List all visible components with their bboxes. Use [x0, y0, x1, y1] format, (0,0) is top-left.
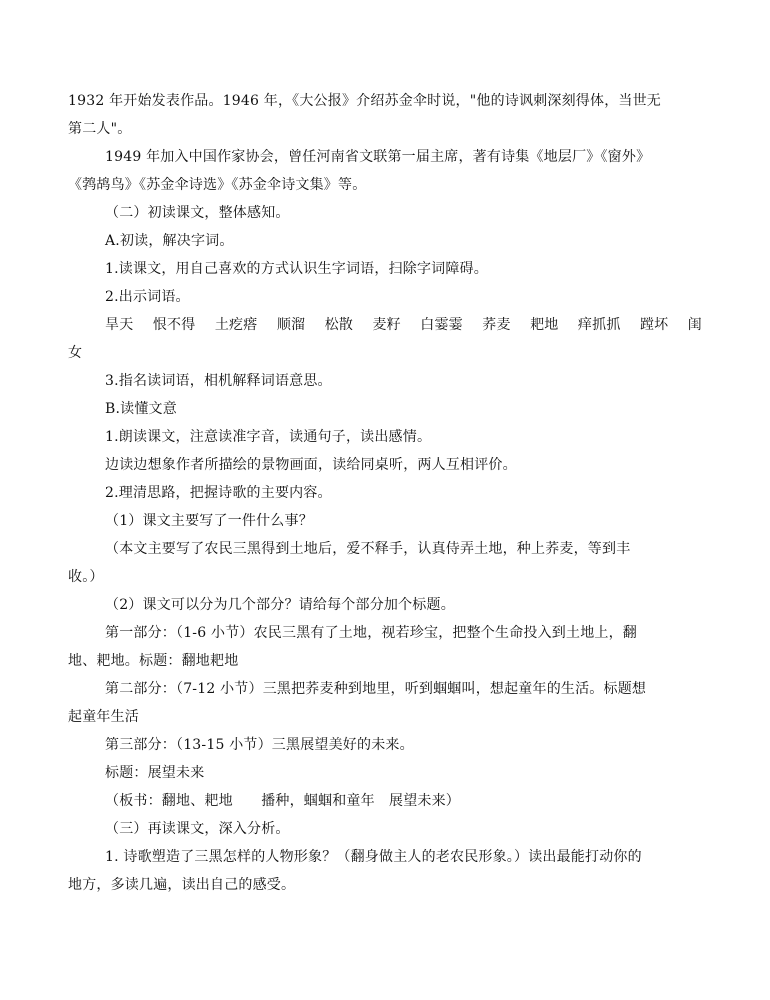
text-line: 地方，多读几遍，读出自己的感受。: [68, 877, 296, 893]
vocab-word: 白霎霎: [420, 317, 463, 333]
text-line: 1. 诗歌塑造了三黑怎样的人物形象？（翻身做主人的老农民形象。）读出最能打动你的: [105, 849, 642, 865]
text-line: 第二部分：（7-12 小节）三黑把荞麦种到地里，听到蝈蝈叫，想起童年的生活。标题想: [105, 681, 647, 697]
vocabulary-list: [68, 311, 702, 339]
document-page: [68, 87, 702, 899]
text-line: 第二人"。: [68, 121, 132, 137]
text-line: 第三部分：（13-15 小节）三黑展望美好的未来。: [105, 737, 414, 753]
text-line: 标题：展望未来: [105, 765, 205, 781]
vocab-word: 松散: [324, 317, 354, 333]
text-line: 1.读课文，用自己喜欢的方式认识生字词语，扫除字词障碍。: [105, 261, 488, 277]
text-line: 1932 年开始发表作品。1946 年，《大公报》介绍苏金伞时说，"他的诗讽刺深刻得体，当世无: [68, 93, 661, 109]
text-line: 第一部分：（1-6 小节）农民三黑有了土地，视若珍宝，把整个生命投入到土地上，翻: [105, 625, 637, 641]
text-line: 1949 年加入中国作家协会，曾任河南省文联第一届主席，著有诗集《地层厂》《窗外》: [105, 149, 651, 165]
section-heading: （三）再读课文，深入分析。: [105, 821, 290, 837]
text-line: 女: [68, 345, 83, 361]
vocab-word: 蹚坏: [639, 317, 669, 333]
vocab-word: 耙地: [530, 317, 559, 333]
vocab-word: 旱天: [105, 317, 134, 333]
question-line: （1）课文主要写了一件什么事？: [105, 513, 313, 529]
vocab-word: 恨不得: [152, 317, 196, 333]
text-line: 2.理清思路，把握诗歌的主要内容。: [105, 485, 332, 501]
vocab-word: 闺: [687, 317, 702, 333]
vocab-word: 土疙瘩: [214, 317, 258, 333]
answer-line: 收。）: [68, 569, 104, 585]
question-line: （2）课文可以分为几个部分？请给每个部分加个标题。: [105, 597, 455, 613]
text-line: 2.出示词语。: [105, 289, 190, 305]
text-line: 起童年生活: [68, 709, 139, 725]
vocab-word: 痒抓抓: [577, 317, 621, 333]
vocab-word: 荞麦: [482, 317, 511, 333]
answer-line: （本文主要写了农民三黑得到土地后，爱不释手，认真侍弄土地，种上荞麦，等到丰: [105, 541, 631, 557]
subsection-heading: B.读懂文意: [105, 401, 177, 417]
text-line: 3.指名读词语，相机解释词语意思。: [105, 373, 332, 389]
board-notes: （板书：翻地、耙地 播种，蝈蝈和童年 展望未来）: [105, 793, 460, 809]
vocab-word: 麦籽: [372, 317, 401, 333]
section-heading: （二）初读课文，整体感知。: [105, 205, 290, 221]
vocab-word: 顺溜: [276, 317, 306, 333]
text-line: 《鹁鸪鸟》《苏金伞诗选》《苏金伞诗文集》等。: [68, 177, 367, 193]
text-line: 1.朗读课文，注意读准字音，读通句子，读出感情。: [105, 429, 432, 445]
subsection-heading: A.初读，解决字词。: [105, 233, 234, 249]
text-line: 地、耙地。标题：翻地耙地: [68, 653, 239, 669]
text-line: 边读边想象作者所描绘的景物画面，读给同桌听，两人互相评价。: [105, 457, 517, 473]
